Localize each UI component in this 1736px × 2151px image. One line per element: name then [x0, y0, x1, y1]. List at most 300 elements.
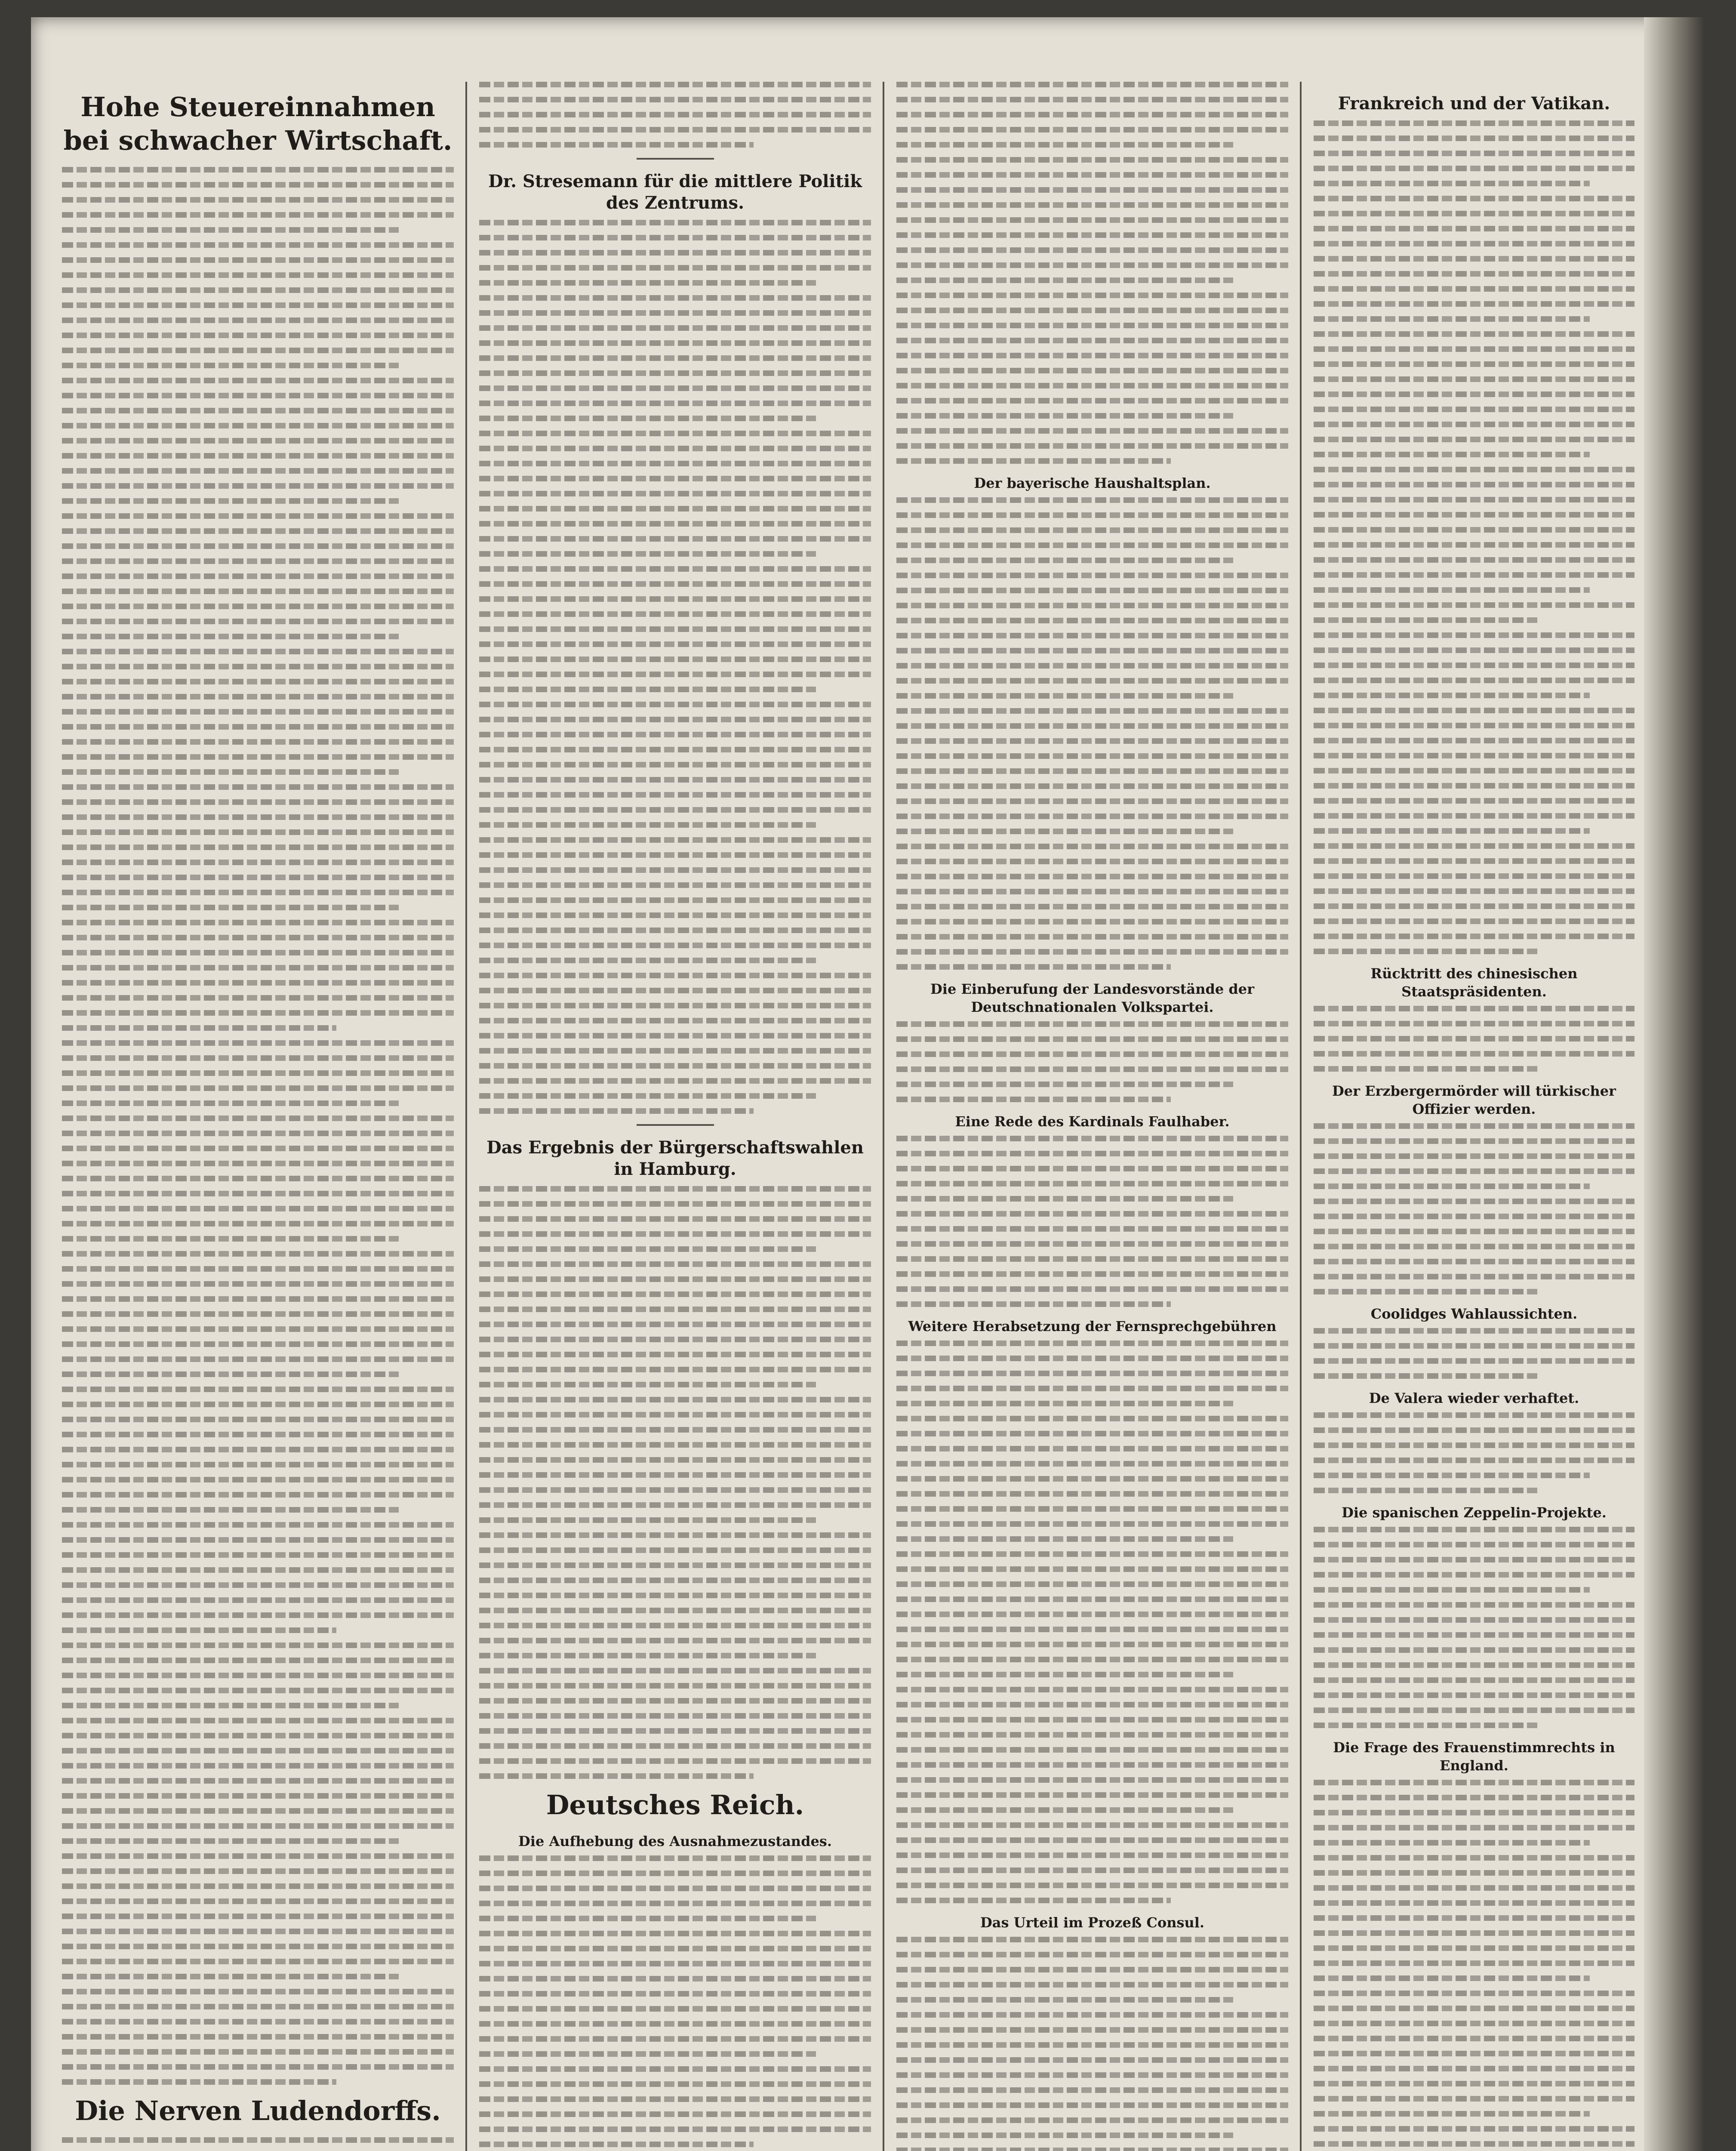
text-line	[896, 1536, 1233, 1542]
text-line	[479, 762, 871, 767]
headline: Frankreich und der Vatikan.	[1338, 93, 1610, 114]
text-line	[1314, 2066, 1634, 2071]
text-line	[479, 1048, 871, 1054]
text-line	[1314, 647, 1634, 653]
text-line	[1314, 301, 1634, 307]
text-line	[62, 1612, 454, 1618]
article-body	[1308, 1527, 1640, 1728]
text-line	[896, 1491, 1288, 1497]
text-line	[1314, 587, 1590, 593]
column-2	[474, 82, 876, 2151]
text-line	[62, 528, 454, 534]
headline: Das Urteil im Prozeß Consul.	[980, 1914, 1205, 1931]
text-line	[479, 310, 871, 316]
text-line	[479, 1668, 871, 1673]
text-line	[62, 1643, 454, 1648]
text-line	[479, 431, 871, 436]
text-line	[1314, 1527, 1634, 1532]
text-line	[896, 2133, 1233, 2138]
text-line	[1314, 768, 1634, 773]
text-line	[62, 1883, 454, 1889]
text-line	[896, 1226, 1288, 1232]
text-line	[1314, 166, 1634, 171]
column-rule	[1300, 82, 1302, 2151]
text-line	[62, 980, 454, 986]
text-line	[1314, 843, 1634, 849]
text-line	[1314, 527, 1634, 533]
text-line	[479, 1946, 871, 1951]
text-line	[479, 220, 871, 225]
text-line	[896, 232, 1288, 238]
text-line	[62, 2137, 454, 2143]
text-line	[62, 860, 454, 865]
text-line	[62, 197, 454, 203]
text-line	[479, 702, 871, 707]
text-line	[1314, 331, 1634, 337]
text-line	[896, 1883, 1288, 1888]
text-line	[1314, 361, 1634, 367]
separator	[637, 1124, 714, 1126]
text-line	[479, 973, 871, 978]
text-line	[479, 97, 871, 102]
text-line	[1314, 452, 1590, 457]
text-line	[1314, 1945, 1634, 1951]
text-line	[479, 1916, 816, 1921]
text-line	[1314, 512, 1634, 518]
text-line	[896, 1461, 1288, 1467]
text-line	[62, 333, 454, 338]
text-line	[479, 807, 871, 813]
text-line	[1314, 602, 1634, 608]
text-line	[896, 1476, 1288, 1482]
text-line	[1314, 1587, 1590, 1593]
text-line	[896, 2148, 1288, 2151]
text-line	[479, 1886, 871, 1891]
text-line	[896, 443, 1288, 449]
text-line	[479, 1337, 871, 1342]
text-line	[896, 1431, 1288, 1436]
text-line	[896, 1521, 1288, 1527]
article-body	[1308, 1328, 1640, 1379]
text-line	[896, 157, 1288, 163]
article-body	[57, 1643, 459, 2085]
text-line	[479, 1638, 871, 1643]
text-line	[1314, 903, 1634, 909]
text-line	[896, 1822, 1288, 1828]
text-line	[1314, 1229, 1634, 1234]
headline: Deutsches Reich.	[546, 1789, 804, 1821]
text-line	[62, 498, 399, 504]
text-line	[62, 1236, 399, 1242]
text-line	[62, 1161, 454, 1166]
text-line	[62, 573, 454, 579]
text-line	[62, 1868, 454, 1874]
text-line	[1314, 241, 1634, 247]
text-line	[62, 438, 454, 444]
text-line	[62, 1462, 454, 1467]
text-line	[62, 1703, 399, 1708]
text-line	[62, 1356, 454, 1362]
text-line	[479, 958, 816, 963]
text-line	[479, 1367, 871, 1372]
text-line	[896, 1181, 1288, 1186]
text-line	[62, 935, 454, 940]
article-body	[1308, 1780, 1640, 2151]
text-line	[1314, 482, 1634, 487]
separator	[637, 158, 714, 160]
text-line	[479, 551, 816, 557]
text-line	[896, 127, 1288, 133]
text-line	[896, 1166, 1288, 1171]
text-line	[62, 1100, 399, 1106]
text-line	[62, 1929, 454, 1934]
text-line	[62, 558, 454, 564]
text-line	[62, 875, 454, 880]
text-line	[479, 295, 871, 301]
text-line	[896, 1732, 1288, 1738]
text-line	[1314, 1795, 1634, 1800]
text-line	[896, 2117, 1288, 2123]
text-line	[896, 874, 1288, 879]
text-line	[62, 212, 454, 218]
text-line	[896, 1867, 1288, 1873]
text-line	[62, 1537, 454, 1543]
text-line	[1314, 572, 1634, 578]
text-line	[479, 687, 816, 692]
text-line	[896, 648, 1288, 653]
article-body	[891, 497, 1293, 970]
text-line	[479, 641, 871, 647]
text-line	[62, 1070, 454, 1076]
text-line	[1314, 557, 1634, 563]
text-line	[896, 558, 1233, 563]
text-line	[62, 1131, 454, 1136]
headline: De Valera wieder verhaftet.	[1369, 1390, 1579, 1406]
text-line	[62, 709, 454, 715]
text-line	[1314, 1930, 1634, 1936]
column-rule	[883, 82, 884, 2151]
text-line	[62, 1116, 454, 1121]
text-line	[479, 112, 871, 117]
text-line	[896, 1982, 1288, 1988]
article-body	[891, 1937, 1293, 2151]
text-line	[479, 461, 871, 466]
text-line	[896, 1997, 1233, 2003]
text-line	[1314, 1840, 1590, 1846]
text-line	[479, 1412, 871, 1418]
text-line	[896, 573, 1288, 578]
column-1	[57, 82, 459, 2151]
text-line	[479, 882, 871, 888]
text-line	[896, 2102, 1288, 2108]
text-line	[896, 2087, 1288, 2093]
text-line	[479, 1593, 871, 1598]
headline: Die Nerven Ludendorffs.	[75, 2095, 441, 2126]
text-line	[896, 323, 1288, 328]
text-line	[479, 777, 871, 783]
text-line	[896, 1371, 1288, 1376]
text-line	[62, 784, 454, 790]
text-line	[62, 408, 454, 413]
text-line	[1314, 828, 1590, 834]
text-line	[62, 1898, 454, 1904]
text-line	[479, 536, 871, 542]
text-line	[1314, 2126, 1634, 2132]
text-line	[896, 708, 1288, 714]
text-line	[479, 852, 871, 858]
article-body	[474, 220, 876, 1114]
text-line	[896, 1952, 1288, 1957]
text-line	[62, 739, 454, 745]
text-line	[896, 1596, 1288, 1602]
text-line	[62, 393, 454, 398]
text-line	[1314, 256, 1634, 262]
text-line	[1314, 437, 1634, 442]
text-line	[1314, 1183, 1590, 1189]
text-line	[479, 1901, 871, 1906]
text-line	[896, 187, 1288, 193]
text-line	[1314, 1458, 1634, 1463]
text-line	[896, 678, 1288, 684]
text-line	[1314, 1617, 1634, 1623]
text-line	[896, 1687, 1288, 1692]
text-line	[479, 1186, 871, 1192]
text-line	[1314, 346, 1634, 352]
text-line	[479, 1108, 754, 1114]
text-line	[896, 2012, 1288, 2018]
text-line	[1314, 1900, 1634, 1906]
text-line	[1314, 888, 1634, 894]
article-body	[474, 1855, 876, 2147]
headline: Eine Rede des Kardinals Faulhaber.	[955, 1113, 1230, 1130]
text-line	[1314, 693, 1590, 698]
text-line	[1314, 1647, 1634, 1653]
text-line	[1314, 422, 1634, 427]
text-line	[1314, 1006, 1634, 1011]
text-line	[1314, 211, 1634, 216]
text-line	[479, 1078, 871, 1084]
text-line	[62, 649, 454, 654]
text-line	[62, 167, 454, 173]
text-line	[479, 1991, 871, 1997]
text-line	[896, 738, 1288, 744]
column-3	[891, 82, 1293, 2151]
text-line	[896, 497, 1288, 503]
text-line	[1314, 1289, 1538, 1294]
text-line	[479, 1931, 871, 1936]
text-line	[479, 1855, 871, 1861]
text-line	[1314, 1412, 1634, 1418]
text-line	[479, 566, 871, 572]
text-line	[896, 844, 1288, 849]
text-line	[62, 1567, 454, 1573]
text-line	[896, 247, 1288, 253]
text-line	[62, 1763, 454, 1769]
text-line	[479, 1307, 871, 1312]
text-line	[62, 272, 454, 278]
text-line	[479, 506, 871, 512]
text-line	[896, 633, 1288, 638]
text-line	[479, 1246, 816, 1252]
text-line	[479, 1276, 871, 1282]
text-line	[62, 799, 454, 805]
text-line	[62, 348, 454, 353]
text-line	[896, 1301, 1171, 1307]
text-line	[62, 1914, 454, 1919]
text-line	[62, 2079, 336, 2085]
text-line	[479, 912, 871, 918]
text-line	[62, 1206, 454, 1211]
text-line	[896, 1256, 1288, 1262]
text-line	[1314, 2036, 1634, 2041]
text-line	[896, 1657, 1288, 1662]
text-line	[896, 1506, 1288, 1512]
text-line	[1314, 226, 1634, 231]
text-line	[479, 1427, 871, 1433]
text-line	[1314, 2081, 1634, 2086]
text-line	[1314, 918, 1634, 924]
text-line	[479, 142, 754, 148]
text-line	[896, 97, 1288, 102]
text-line	[896, 949, 1288, 955]
text-line	[62, 302, 454, 308]
text-line	[62, 2019, 454, 2025]
text-line	[896, 1021, 1288, 1027]
text-line	[479, 1231, 871, 1237]
text-line	[1314, 723, 1634, 728]
text-line	[62, 227, 399, 233]
text-line	[479, 325, 871, 331]
text-line	[1314, 286, 1634, 292]
text-line	[479, 1397, 871, 1402]
text-line	[479, 1517, 816, 1523]
text-line	[62, 1748, 454, 1753]
text-line	[896, 413, 1233, 419]
text-line	[62, 1417, 454, 1422]
text-line	[62, 965, 454, 971]
text-line	[479, 250, 871, 256]
text-line	[896, 1211, 1288, 1217]
text-line	[62, 2034, 454, 2040]
text-line	[62, 905, 399, 910]
text-line	[896, 603, 1288, 608]
article-body	[891, 82, 1293, 464]
text-line	[479, 370, 871, 376]
text-line	[479, 82, 871, 87]
text-line	[479, 1261, 871, 1267]
text-line	[62, 769, 399, 775]
text-line	[479, 265, 871, 271]
text-line	[1314, 467, 1634, 472]
text-line	[62, 754, 454, 760]
article-body	[1308, 120, 1640, 623]
article-body	[57, 167, 459, 1031]
text-line	[479, 1352, 871, 1357]
text-line	[896, 202, 1288, 208]
text-line	[1314, 1662, 1634, 1668]
text-line	[1314, 1373, 1538, 1379]
text-line	[1314, 873, 1634, 879]
text-line	[1314, 813, 1634, 819]
text-line	[896, 618, 1288, 623]
text-line	[62, 1055, 454, 1061]
text-line	[896, 1401, 1233, 1406]
text-line	[479, 1093, 816, 1099]
text-line	[896, 293, 1288, 298]
text-line	[1314, 663, 1634, 668]
text-line	[1314, 2096, 1634, 2102]
text-line	[479, 1608, 871, 1613]
text-line	[896, 542, 1288, 548]
text-line	[62, 1838, 399, 1844]
text-line	[479, 596, 871, 602]
page-spine-edge	[1644, 17, 1704, 2151]
text-line	[896, 428, 1288, 434]
text-line	[479, 581, 871, 587]
newspaper-page	[31, 17, 1704, 2151]
text-line	[62, 1251, 454, 1257]
text-line	[896, 919, 1288, 924]
text-line	[1314, 1572, 1634, 1578]
text-line	[62, 920, 454, 925]
text-line	[896, 1837, 1288, 1843]
text-line	[896, 1341, 1288, 1346]
text-line	[62, 1507, 399, 1513]
text-line	[479, 1003, 871, 1008]
text-line	[1314, 196, 1634, 201]
text-line	[62, 1793, 454, 1799]
text-line	[1314, 1066, 1538, 1072]
text-line	[896, 1271, 1288, 1277]
text-line	[479, 747, 871, 752]
text-line	[1314, 1473, 1590, 1478]
column-4	[1308, 82, 1640, 2151]
text-line	[479, 1033, 871, 1039]
text-line	[62, 287, 454, 293]
text-line	[479, 1562, 871, 1568]
text-line	[1314, 2141, 1634, 2147]
headline: Coolidges Wahlaussichten.	[1370, 1306, 1578, 1322]
text-line	[62, 483, 454, 489]
text-line	[479, 1578, 871, 1583]
text-line	[62, 1658, 454, 1663]
text-line	[896, 368, 1288, 373]
text-line	[62, 604, 454, 609]
text-line	[62, 1823, 454, 1829]
text-line	[62, 1974, 399, 1979]
text-line	[62, 724, 454, 730]
text-line	[479, 1532, 871, 1538]
text-line	[62, 1733, 454, 1738]
text-line	[479, 355, 871, 361]
text-line	[62, 664, 454, 669]
text-line	[479, 1773, 754, 1779]
text-line	[479, 127, 871, 133]
text-line	[62, 2049, 454, 2055]
text-line	[479, 340, 871, 346]
text-line	[62, 890, 454, 895]
text-line	[479, 2006, 871, 2012]
text-line	[1314, 1870, 1634, 1876]
text-line	[896, 1416, 1288, 1421]
text-line	[479, 822, 816, 828]
text-line	[896, 723, 1288, 729]
text-line	[479, 837, 871, 843]
text-line	[62, 1944, 454, 1949]
headline: Die spanischen Zeppelin-Projekte.	[1342, 1504, 1607, 1521]
text-line	[896, 1097, 1171, 1102]
text-line	[62, 182, 454, 188]
